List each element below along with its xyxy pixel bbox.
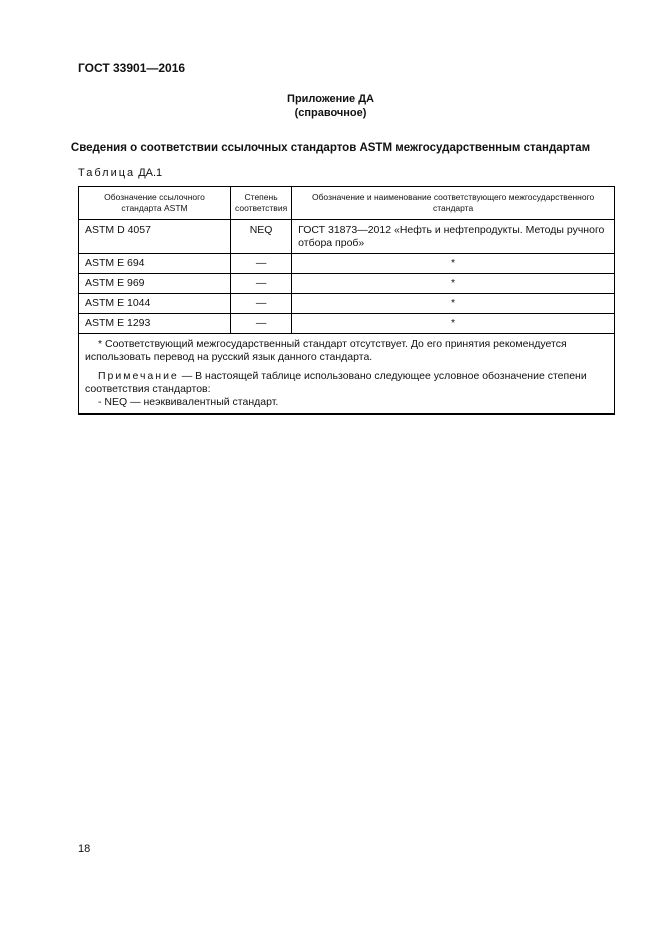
table-footnote: * Соответствующий межгосударственный стандарт отсутствует. До его принятия рекомендуется использовать перевод на русский язык данного стандарта. [85,338,567,363]
cell-standard: * [292,274,615,294]
table-notes-cell [79,334,615,415]
table-row [79,254,615,274]
section-title: Сведения о соответствии ссылочных стандартов ASTM межгосударственным стандартам [70,142,591,154]
table-note [85,370,608,396]
column-header-designation: Обозначение ссылочного стандарта ASTM [79,187,231,220]
cell-designation: ASTM D 4057 [79,220,231,254]
cell-designation: ASTM E 1044 [79,294,231,314]
correspondence-table [78,186,615,415]
annex-title: Приложение ДА [287,93,374,105]
table-caption-word: Таблица [78,167,136,179]
page-number: 18 [78,843,91,855]
table-notes-row [79,334,615,415]
note-label: Примечание [98,370,179,382]
note-item: - NEQ — неэквивалентный стандарт. [98,396,279,408]
document-header: ГОСТ 33901—2016 [78,61,186,75]
cell-standard: * [292,314,615,334]
column-header-standard: Обозначение и наименование соответствующего межгосударственного стандарта [292,187,615,220]
cell-standard: * [292,294,615,314]
note-text: — В настоящей таблице использовано следующее условное обозначение степени соответствия стандартов: [85,370,587,395]
cell-degree: — [231,274,292,294]
cell-standard: ГОСТ 31873—2012 «Нефть и нефтепродукты. Методы ручного отбора проб» [292,220,615,254]
cell-designation: ASTM E 1293 [79,314,231,334]
cell-degree: — [231,254,292,274]
cell-degree: — [231,314,292,334]
annex-subtitle: (справочное) [294,107,367,119]
table-row [79,314,615,334]
table-caption-number: ДА.1 [138,167,163,179]
table-header-row [79,187,615,220]
cell-degree: NEQ [231,220,292,254]
cell-designation: ASTM E 969 [79,274,231,294]
cell-standard: * [292,254,615,274]
column-header-degree: Степень соответствия [231,187,292,220]
table-row [79,294,615,314]
table-caption [78,167,162,179]
table-row [79,274,615,294]
table-row [79,220,615,254]
cell-degree: — [231,294,292,314]
annex-heading [0,92,661,120]
cell-designation: ASTM E 694 [79,254,231,274]
